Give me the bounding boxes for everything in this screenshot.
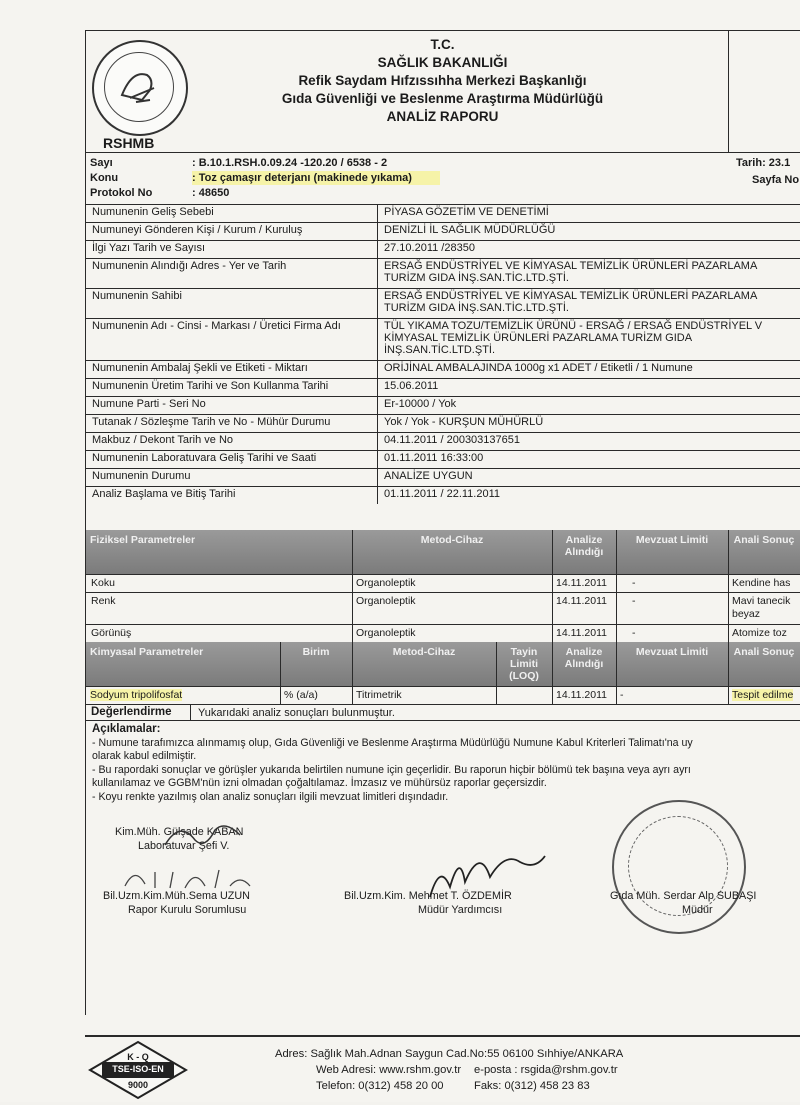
chemical-param: Sodyum tripolifosfat <box>90 689 183 701</box>
info-label: Numunenin Üretim Tarihi ve Son Kullanma Tarihi <box>92 380 329 392</box>
info-row <box>86 414 800 432</box>
info-value: ANALİZE UYGUN <box>384 470 473 482</box>
konu-label: Konu <box>90 172 119 184</box>
info-value: Yok / Yok - KURŞUN MÜHÜRLÜ <box>384 416 544 428</box>
degerlendirme-label: Değerlendirme <box>91 706 172 718</box>
physical-col-header: Fiziksel Parametreler <box>90 534 196 546</box>
physical-col-header: Mevzuat Limiti <box>635 534 709 546</box>
cert-line2: TSE-ISO-EN <box>112 1064 164 1074</box>
sayi-value: : B.10.1.RSH.0.09.24 -120.20 / 6538 - 2 <box>192 157 388 169</box>
chemical-col-header: Kimyasal Parametreler <box>90 646 204 658</box>
footer-phone: Telefon: 0(312) 458 20 00 <box>316 1080 444 1092</box>
note-line: - Bu rapordaki sonuçlar ve görüşler yukarıda belirtilen numune için geçerlidir. Bu raporun hiçbir bölümü tek başına veya ayrı ayrı <box>92 764 691 776</box>
aciklamalar-title: Açıklamalar: <box>92 723 161 735</box>
note-line: - Koyu renkte yazılmış olan analiz sonuçları ilgili mevzuat limitleri dışındadır. <box>92 791 449 803</box>
report-header <box>85 30 800 126</box>
cert-line1: K - Q <box>127 1052 149 1062</box>
mudur-yardimcisi-title: Müdür Yardımcısı <box>418 904 503 916</box>
physical-limit: - <box>632 627 636 639</box>
info-value-cont: TURİZM GIDA İNŞ.SAN.TİC.LTD.ŞTİ. <box>384 302 569 314</box>
chemical-result: Tespit edilme <box>732 689 794 701</box>
physical-result: Mavi tanecik <box>732 595 791 607</box>
info-row <box>86 204 800 222</box>
header-line3: Refik Saydam Hıfzıssıhha Merkezi Başkanlığı <box>298 73 587 88</box>
info-label: Numunenin Alındığı Adres - Yer ve Tarih <box>92 260 287 272</box>
physical-result: Kendine has <box>732 577 791 589</box>
chemical-col-header: Birim <box>302 646 330 658</box>
info-row <box>86 318 800 360</box>
mudur-name: Gıda Müh. Serdar Alp SUBAŞI <box>610 890 757 902</box>
note-line: olarak kabul edilmiştir. <box>92 750 197 762</box>
physical-method: Organoleptik <box>356 595 416 607</box>
physical-method: Organoleptik <box>356 577 416 589</box>
info-label: Numunenin Ambalaj Şekli ve Etiketi - Miktarı <box>92 362 308 374</box>
sayi-label: Sayı <box>90 157 113 169</box>
info-value-cont: TURİZM GIDA İNŞ.SAN.TİC.LTD.ŞTİ. <box>384 272 569 284</box>
chemical-col-header: Metod-Cihaz <box>392 646 456 658</box>
info-row <box>86 378 800 396</box>
cert-line3: 9000 <box>127 1080 149 1090</box>
chemical-col-header: Tayin Limiti (LOQ) <box>509 646 539 682</box>
konu-value: : Toz çamaşır deterjanı (makinede yıkama) <box>192 171 440 185</box>
info-value: 04.11.2011 / 200303137651 <box>384 434 521 446</box>
footer-fax: Faks: 0(312) 458 23 83 <box>474 1080 590 1092</box>
chemical-col-header: Analize Alındığı <box>564 646 604 670</box>
mudur-yardimcisi-name: Bil.Uzm.Kim. Mehmet T. ÖZDEMİR <box>344 890 512 902</box>
chemical-limit: - <box>620 689 624 701</box>
info-row <box>86 396 800 414</box>
info-label: Numunenin Laboratuvara Geliş Tarihi ve Saati <box>92 452 317 464</box>
footer-address: Adres: Sağlık Mah.Adnan Saygun Cad.No:55 06100 Sıhhiye/ANKARA <box>275 1048 624 1060</box>
tse-iso-cert-badge <box>88 1040 188 1100</box>
info-value: 01.11.2011 16:33:00 <box>384 452 484 464</box>
official-stamp <box>612 800 746 934</box>
info-label: İlgi Yazı Tarih ve Sayısı <box>92 242 206 254</box>
header-line5: ANALİZ RAPORU <box>386 109 499 124</box>
info-row <box>86 486 800 504</box>
physical-col-header: Metod-Cihaz <box>420 534 484 546</box>
mudur-title: Müdür <box>682 904 713 916</box>
physical-date: 14.11.2011 <box>556 595 607 607</box>
header-line2: SAĞLIK BAKANLIĞI <box>377 55 508 70</box>
info-row <box>86 360 800 378</box>
frame-left <box>85 30 86 1015</box>
chemical-col-header: Mevzuat Limiti <box>635 646 709 658</box>
info-label: Analiz Başlama ve Bitiş Tarihi <box>92 488 236 500</box>
physical-col-header: Analize Alındığı <box>564 534 604 558</box>
chemical-date: 14.11.2011 <box>556 689 607 701</box>
info-value: 27.10.2011 /28350 <box>384 242 475 254</box>
info-value: 15.06.2011 <box>384 380 439 392</box>
chemical-unit: % (a/a) <box>284 689 318 701</box>
info-value: ORİJİNAL AMBALAJINDA 1000g x1 ADET / Etiketli / 1 Numune <box>384 362 693 374</box>
info-label: Makbuz / Dekont Tarih ve No <box>92 434 234 446</box>
rapor-sorumlusu-name: Bil.Uzm.Kim.Müh.Sema UZUN <box>103 890 250 902</box>
info-value-cont: İNŞ.SAN.TİC.LTD.ŞTİ. <box>384 344 496 356</box>
chemical-col-header: Anali Sonuç <box>733 646 795 658</box>
info-value: 01.11.2011 / 22.11.2011 <box>384 488 501 500</box>
info-value: TÜL YIKAMA TOZU/TEMİZLİK ÜRÜNÜ - ERSAĞ / ERSAĞ ENDÜSTRİYEL V <box>384 320 763 332</box>
note-line: - Numune tarafımızca alınmamış olup, Gıda Güvenliği ve Beslenme Araştırma Müdürlüğü Numune Kabul Kriterleri Talimatı'na uy <box>92 737 693 749</box>
info-label: Numunenin Adı - Cinsi - Markası / Üretici Firma Adı <box>92 320 341 332</box>
lab-chief-signature <box>160 815 250 855</box>
info-value: Er-10000 / Yok <box>384 398 457 410</box>
info-row <box>86 450 800 468</box>
footer-web[interactable]: Web Adresi: www.rshm.gov.tr <box>316 1064 462 1076</box>
sayfa-label: Sayfa No <box>752 174 800 186</box>
info-label: Numune Parti - Seri No <box>92 398 206 410</box>
degerlendirme-value: Yukarıdaki analiz sonuçları bulunmuştur. <box>198 707 395 719</box>
chemical-method: Titrimetrik <box>356 689 402 701</box>
info-row <box>86 258 800 288</box>
physical-limit: - <box>632 577 636 589</box>
info-label: Tutanak / Sözleşme Tarih ve No - Mühür Durumu <box>92 416 331 428</box>
info-row <box>86 432 800 450</box>
info-row <box>86 222 800 240</box>
footer-email[interactable]: e-posta : rsgida@rshm.gov.tr <box>474 1064 618 1076</box>
info-row <box>86 240 800 258</box>
lab-chief-name: Kim.Müh. Gülşade KABAN <box>115 826 244 838</box>
physical-method: Organoleptik <box>356 627 416 639</box>
info-label: Numunenin Durumu <box>92 470 191 482</box>
protokol-label: Protokol No <box>90 187 153 199</box>
info-label: Numunenin Sahibi <box>92 290 182 302</box>
info-row <box>86 288 800 318</box>
info-label: Numunenin Geliş Sebebi <box>92 206 214 218</box>
physical-param: Görünüş <box>91 627 132 639</box>
note-line: kullanılamaz ve GGBM'nün izni olmadan çoğaltılamaz. İmzasız ve mühürsüz raporlar geçersizdir. <box>92 777 547 789</box>
logo-text: RSHMB <box>103 135 155 151</box>
info-value: PİYASA GÖZETİM VE DENETİMİ <box>384 206 549 218</box>
info-value: DENİZLİ İL SAĞLIK MÜDÜRLÜĞÜ <box>384 224 556 236</box>
physical-col-header: Anali Sonuç <box>733 534 795 546</box>
rapor-sorumlusu-title: Rapor Kurulu Sorumlusu <box>128 904 247 916</box>
physical-result-cont: beyaz <box>732 608 761 620</box>
physical-date: 14.11.2011 <box>556 627 607 639</box>
physical-date: 14.11.2011 <box>556 577 607 589</box>
physical-param: Koku <box>91 577 115 589</box>
info-label: Numuneyi Gönderen Kişi / Kurum / Kuruluş <box>92 224 303 236</box>
physical-limit: - <box>632 595 636 607</box>
physical-param: Renk <box>91 595 116 607</box>
info-value-cont: KİMYASAL TEMİZLİK ÜRÜNLERİ PAZARLAMA TURİZM GIDA <box>384 332 693 344</box>
physical-result: Atomize toz <box>732 627 787 639</box>
header-line4: Gıda Güvenliği ve Beslenme Araştırma Müdürlüğü <box>281 91 604 106</box>
info-value: ERSAĞ ENDÜSTRİYEL VE KİMYASAL TEMİZLİK ÜRÜNLERİ PAZARLAMA <box>384 290 758 302</box>
header-line1: T.C. <box>430 37 455 52</box>
tarih-label: Tarih: 23.1 <box>736 157 791 169</box>
protokol-value: : 48650 <box>192 187 230 199</box>
info-value: ERSAĞ ENDÜSTRİYEL VE KİMYASAL TEMİZLİK ÜRÜNLERİ PAZARLAMA <box>384 260 758 272</box>
lab-chief-title: Laboratuvar Şefi V. <box>138 840 230 852</box>
info-row <box>86 468 800 486</box>
